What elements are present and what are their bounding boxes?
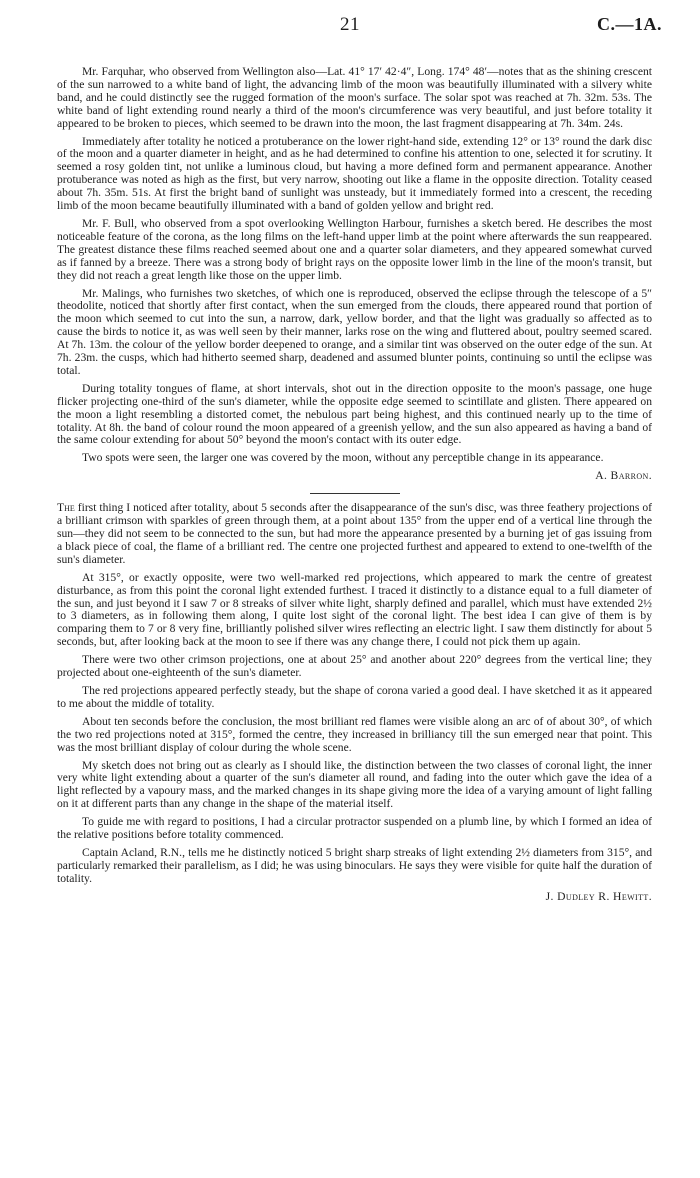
page-number: 21 xyxy=(340,14,360,35)
page-header xyxy=(0,14,700,44)
paragraph: Mr. Malings, who furnishes two sketches, of which one is reproduced, observed the eclipse through the telescope of a 5″ theodolite, noticed that shortly after first contact, when the sun emerged from the clouds, there appeared round that portion of the moon which seemed to cut into the sun, a narrow, dark, yellow border, and that the light was gradually so affected as to cause the birds to notice it, as was well seen by their manner, larks rose on the wing and fluttered about, poultry seemed scared. At 7h. 13m. the colour of the yellow border deepened to orange, and a similar tint was observed on the outer edge of the sun. At 7h. 23m. the cusps, which had hitherto seemed sharp, deadened and assumed blunter points, continuing so until the eclipse was total. xyxy=(57,286,652,377)
paragraph: About ten seconds before the conclusion, the most brilliant red flames were visible along an arc of of about 30°, of which the two red projections noted at 315°, formed the centre, they increased in brilliancy till the sun emerged near that point. This was the most brilliant display of colour during the whole scene. xyxy=(57,714,652,754)
paragraph: Mr. F. Bull, who observed from a spot overlooking Wellington Harbour, furnishes a sketch bered. He describes the most noticeable feature of the corona, as the long films on the left-hand upper limb at the point where afterwards the sun reappeared. The greatest distance these films reached seemed about one and a quarter solar diameters, and they appeared somewhat curved as if fanned by a breeze. There was a strong body of bright rays on the opposite lower limb in the line of the moon's transit, but they did not reach a great length like those on the upper limb. xyxy=(57,216,652,282)
section-divider xyxy=(310,493,400,494)
signature-text: J. Dudley R. Hewitt. xyxy=(545,889,652,903)
hewitt-report xyxy=(57,502,652,903)
document-body xyxy=(57,66,652,904)
paragraph: Two spots were seen, the larger one was covered by the moon, without any perceptible change in its appearance. xyxy=(82,451,604,465)
signature-barron xyxy=(57,470,652,483)
paragraph: Captain Acland, R.N., tells me he distinctly noticed 5 bright sharp streaks of light extending 2½ diameters from 315°, and particularly remarked their parallelism, as I did; he was using binoculars. He says they were visible for quite half the duration of totality. xyxy=(57,845,652,885)
signature-text: A. Barron. xyxy=(595,469,652,483)
lead-word: The xyxy=(57,501,75,515)
paragraph: Immediately after totality he noticed a protuberance on the lower right-hand side, extending 12° or 13° round the dark disc of the moon and a quarter diameter in height, and as he had determined to confine his attention to one, selected it for scrutiny. It seemed a rosy golden tint, not unlike a luminous cloud, but having a more defined form and permanent appearance. Another protuberance was noted as high as the first, but very narrow, shooting out like a flame in the opposite direction. Totality ceased about 7h. 35m. 51s. At first the bright band of sunlight was unsteady, but it immediately formed into a crescent, the receding limb of the moon became beautifully illuminated with a band of golden yellow and bright red. xyxy=(57,134,652,213)
paragraph xyxy=(57,502,652,567)
paragraph: At 315°, or exactly opposite, were two well-marked red projections, which appeared to mark the centre of greatest disturbance, as from this point the coronal light extended furthest. I traced it distinctly to a distance equal to a full diameter of the sun, and just beyond it I saw 7 or 8 streaks of silver white light, sharply defined and parallel, which must have extended 2½ to 3 diameters, as in following them along, I quite lost sight of the coronal light. The best idea I can give of them is by comparing them to 7 or 8 very fine, brilliantly polished silver wires reflecting an electric light. I saw them distinctly for about 5 seconds, but, after looking back at the moon to see if there was any change there, I could not pick them up again. xyxy=(57,570,652,649)
signature-hewitt xyxy=(57,891,652,904)
paragraph: There were two other crimson projections, one at about 25° and another about 220° degrees from the vertical line; they projected about one-eighteenth of the sun's diameter. xyxy=(57,653,652,680)
paragraph: During totality tongues of flame, at short intervals, shot out in the direction opposite to the moon's passage, one huge flicker projecting one-third of the sun's diameter, while the opposite edge seemed to scintillate and glisten. There appeared on the moon a light resembling a distorted comet, the nebulous part being highest, and this continued nearly up to the time of totality. At 8h. the band of colour round the moon appeared of a greenish yellow, and the sun also appeared as having a band of the same colour extending for about 50° beyond the moon's contact with its outer edge. xyxy=(57,381,652,447)
paragraph: To guide me with regard to positions, I had a circular protractor suspended on a plumb line, by which I formed an idea of the relative positions before totality commenced. xyxy=(57,815,652,842)
paragraph-text: first thing I noticed after totality, about 5 seconds after the disappearance of the sun's disc, was three feathery projections of a brilliant crimson with sparkles of green through them, at a point about 135° from the upper end of a vertical line through the sun—they did not seem to be connected to the sun, but had more the appearance presented by a burning jet of gas issuing from a black piece of coal, the flame of a brilliant red. The centre one projected furthest and appeared to extend to one-twelfth of the sun's diameter. xyxy=(57,501,652,566)
paragraph: The red projections appeared perfectly steady, but the shape of corona varied a good deal. I have sketched it as it appeared to me about the middle of totality. xyxy=(57,683,652,710)
paragraph: Mr. Farquhar, who observed from Wellington also—Lat. 41° 17′ 42·4″, Long. 174° 48′—notes that as the shining crescent of the sun narrowed to a white band of light, the advancing limb of the moon was beautifully illuminated with a silvery white band, and he could distinctly see the rugged formation of the moon's surface. The solar spot was reached at 7h. 32m. 53s. The white band of light extending round nearly a third of the moon's circumference was very beautiful, and just before totality it appeared to be broken to pieces, which seemed to be drawn into the moon, the last fragment disappearing at 7h. 34m. 24s. xyxy=(57,65,652,130)
document-reference: C.—1A. xyxy=(597,14,662,34)
paragraph: My sketch does not bring out as clearly as I should like, the distinction between the two classes of coronal light, the inner very white light extending about a quarter of the sun's diameter all round, and fading into the outer which gave the idea of a light reflected by a vapoury mass, and the marked changes in its shape giving more the idea of a varying amount of light falling on it at different parts than any change in the shape of the material itself. xyxy=(57,758,652,811)
barron-report xyxy=(57,66,652,483)
